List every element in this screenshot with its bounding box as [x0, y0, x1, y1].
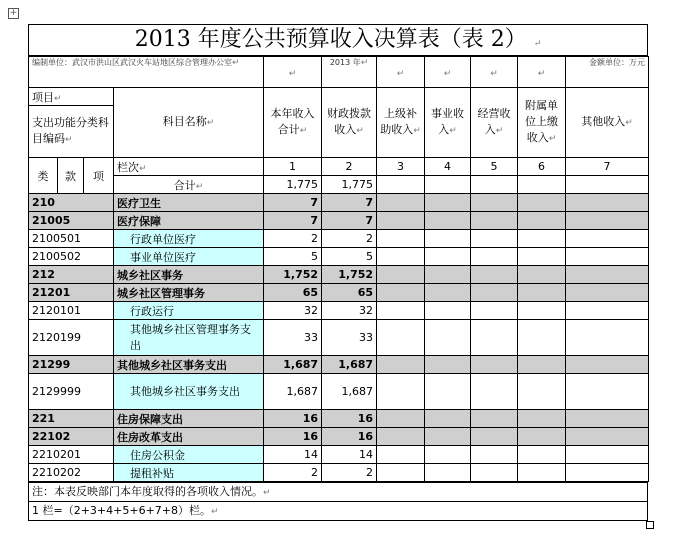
fiscal-header: 财政拨款收入↵: [322, 88, 377, 158]
row-code: 21201: [29, 284, 114, 302]
empty-cell: [566, 302, 649, 320]
empty-cell: [425, 464, 471, 482]
row-fiscal: 1,752: [322, 266, 377, 284]
empty-cell: [518, 194, 566, 212]
empty-cell: [566, 176, 649, 194]
operating-header: 经营收入↵: [471, 88, 518, 158]
table-row: [29, 302, 649, 320]
empty-cell: [471, 464, 518, 482]
row-code: 2100501: [29, 230, 114, 248]
row-total-income: 1,752: [264, 266, 322, 284]
row-total-income: 32: [264, 302, 322, 320]
empty-cell: [518, 320, 566, 356]
table-resize-handle[interactable]: [646, 521, 654, 529]
row-fiscal: 1,687: [322, 356, 377, 374]
row-fiscal: 7: [322, 194, 377, 212]
empty-cell: [471, 284, 518, 302]
total-income-header: 本年收入合计↵: [264, 88, 322, 158]
empty-cell: [377, 212, 425, 230]
empty-cell: [566, 320, 649, 356]
table-row: [29, 410, 649, 428]
empty-cell: [425, 446, 471, 464]
info-empty-cell: ↵: [377, 57, 425, 88]
note-line-1: 注：本表反映部门本年度取得的各项收入情况。↵: [28, 482, 648, 502]
table-row: [29, 230, 649, 248]
empty-cell: [425, 320, 471, 356]
empty-cell: [425, 248, 471, 266]
table-row: [29, 248, 649, 266]
row-name: 医疗保障: [114, 212, 264, 230]
table-row: [29, 320, 649, 356]
total-fiscal-value: 1,775: [322, 176, 377, 194]
amount-unit: 金额单位：万元: [566, 57, 649, 88]
row-code: 22102: [29, 428, 114, 446]
table-row: [29, 464, 649, 482]
paragraph-mark-icon: ↵: [533, 39, 542, 49]
empty-cell: [425, 176, 471, 194]
row-total-income: 1,687: [264, 374, 322, 410]
col-number: 2: [322, 158, 377, 176]
row-name: 事业单位医疗: [114, 248, 264, 266]
empty-cell: [566, 374, 649, 410]
header-row-1: [29, 88, 649, 106]
col-number: 4: [425, 158, 471, 176]
empty-cell: [377, 410, 425, 428]
table-row: [29, 212, 649, 230]
row-name: 行政单位医疗: [114, 230, 264, 248]
project-label: 项目↵: [29, 88, 114, 106]
empty-cell: [377, 320, 425, 356]
empty-cell: [471, 248, 518, 266]
empty-cell: [471, 230, 518, 248]
empty-cell: [518, 428, 566, 446]
compiling-unit: 编制单位：武汉市洪山区武汉火车站地区综合管理办公室↵: [29, 57, 264, 88]
empty-cell: [518, 464, 566, 482]
empty-cell: [471, 302, 518, 320]
other-header: 其他收入↵: [566, 88, 649, 158]
empty-cell: [425, 266, 471, 284]
empty-cell: [425, 284, 471, 302]
empty-cell: [471, 212, 518, 230]
empty-cell: [566, 356, 649, 374]
empty-cell: [566, 212, 649, 230]
lei-header: 类: [29, 158, 58, 194]
empty-cell: [518, 284, 566, 302]
empty-cell: [518, 374, 566, 410]
row-fiscal: 16: [322, 410, 377, 428]
row-total-income: 65: [264, 284, 322, 302]
empty-cell: [518, 176, 566, 194]
row-fiscal: 7: [322, 212, 377, 230]
col-number: 3: [377, 158, 425, 176]
empty-cell: [518, 266, 566, 284]
empty-cell: [425, 302, 471, 320]
row-fiscal: 2: [322, 230, 377, 248]
empty-cell: [471, 446, 518, 464]
empty-cell: [471, 194, 518, 212]
code-col-header: 支出功能分类科目编码↵: [29, 106, 114, 158]
info-empty-cell: ↵: [425, 57, 471, 88]
empty-cell: [518, 410, 566, 428]
empty-cell: [377, 428, 425, 446]
row-fiscal: 2: [322, 464, 377, 482]
budget-table: [28, 56, 649, 482]
empty-cell: [518, 356, 566, 374]
empty-cell: [425, 410, 471, 428]
table-anchor-icon[interactable]: +: [9, 8, 18, 18]
empty-cell: [566, 284, 649, 302]
row-name: 城乡社区事务: [114, 266, 264, 284]
row-code: 2210201: [29, 446, 114, 464]
empty-cell: [471, 410, 518, 428]
row-name: 城乡社区管理事务: [114, 284, 264, 302]
row-code: 2120199: [29, 320, 114, 356]
affiliated-header: 附属单位上缴收入↵: [518, 88, 566, 158]
table-row: [29, 428, 649, 446]
empty-cell: [566, 428, 649, 446]
empty-cell: [566, 194, 649, 212]
row-fiscal: 1,687: [322, 374, 377, 410]
row-name: 住房改革支出: [114, 428, 264, 446]
header-row-3: [29, 158, 649, 176]
row-name: 住房公积金: [114, 446, 264, 464]
row-name: 其他城乡社区管理事务支出: [114, 320, 264, 356]
total-income-value: 1,775: [264, 176, 322, 194]
row-code: 221: [29, 410, 114, 428]
row-total-income: 2: [264, 464, 322, 482]
row-total-income: 1,687: [264, 356, 322, 374]
empty-cell: [566, 410, 649, 428]
empty-cell: [566, 230, 649, 248]
empty-cell: [471, 176, 518, 194]
row-total-income: 7: [264, 212, 322, 230]
empty-cell: [471, 356, 518, 374]
empty-cell: [425, 356, 471, 374]
row-total-income: 16: [264, 428, 322, 446]
col-number: 6: [518, 158, 566, 176]
table-row: [29, 446, 649, 464]
row-code: 2210202: [29, 464, 114, 482]
empty-cell: [425, 230, 471, 248]
row-total-income: 14: [264, 446, 322, 464]
row-total-income: 16: [264, 410, 322, 428]
business-header: 事业收入↵: [425, 88, 471, 158]
row-code: 2129999: [29, 374, 114, 410]
empty-cell: [566, 248, 649, 266]
name-col-header: 科目名称↵: [114, 88, 264, 158]
empty-cell: [471, 374, 518, 410]
info-empty-cell: ↵: [471, 57, 518, 88]
row-name: 医疗卫生: [114, 194, 264, 212]
empty-cell: [518, 302, 566, 320]
empty-cell: [518, 230, 566, 248]
empty-cell: [377, 356, 425, 374]
total-label: 合计↵: [114, 176, 264, 194]
empty-cell: [518, 446, 566, 464]
table-row: [29, 266, 649, 284]
empty-cell: [471, 320, 518, 356]
info-empty-cell: ↵: [518, 57, 566, 88]
empty-cell: [377, 266, 425, 284]
year-label: 2013 年↵: [322, 57, 377, 88]
empty-cell: [471, 428, 518, 446]
row-total-income: 33: [264, 320, 322, 356]
row-code: 21005: [29, 212, 114, 230]
row-name: 其他城乡社区事务支出: [114, 356, 264, 374]
empty-cell: [425, 374, 471, 410]
row-fiscal: 16: [322, 428, 377, 446]
empty-cell: [425, 194, 471, 212]
row-name: 提租补贴: [114, 464, 264, 482]
empty-cell: [566, 266, 649, 284]
row-code: 212: [29, 266, 114, 284]
row-name: 其他城乡社区事务支出: [114, 374, 264, 410]
empty-cell: [566, 446, 649, 464]
empty-cell: [518, 212, 566, 230]
row-index-label: 栏次↵: [114, 158, 264, 176]
row-fiscal: 32: [322, 302, 377, 320]
row-code: 21299: [29, 356, 114, 374]
row-name: 住房保障支出: [114, 410, 264, 428]
table-row: [29, 194, 649, 212]
empty-cell: [566, 464, 649, 482]
empty-cell: [377, 302, 425, 320]
row-fiscal: 65: [322, 284, 377, 302]
empty-cell: [377, 176, 425, 194]
xiang-header: 项: [84, 158, 114, 194]
row-fiscal: 14: [322, 446, 377, 464]
col-number: 7: [566, 158, 649, 176]
table-row: [29, 374, 649, 410]
row-fiscal: 33: [322, 320, 377, 356]
empty-cell: [518, 248, 566, 266]
empty-cell: [377, 248, 425, 266]
note-line-2: 1 栏=（2+3+4+5+6+7+8）栏。↵: [28, 501, 648, 521]
row-total-income: 2: [264, 230, 322, 248]
total-row: [29, 176, 649, 194]
row-name: 行政运行: [114, 302, 264, 320]
col-number: 1: [264, 158, 322, 176]
table-row: [29, 284, 649, 302]
col-number: 5: [471, 158, 518, 176]
empty-cell: [377, 230, 425, 248]
superior-header: 上级补助收入↵: [377, 88, 425, 158]
table-row: [29, 356, 649, 374]
empty-cell: [425, 212, 471, 230]
row-total-income: 7: [264, 194, 322, 212]
info-empty-cell: ↵: [264, 57, 322, 88]
empty-cell: [377, 194, 425, 212]
empty-cell: [471, 266, 518, 284]
empty-cell: [377, 284, 425, 302]
empty-cell: [377, 464, 425, 482]
row-code: 2100502: [29, 248, 114, 266]
row-total-income: 5: [264, 248, 322, 266]
row-code: 2120101: [29, 302, 114, 320]
empty-cell: [377, 374, 425, 410]
info-row: [29, 57, 649, 88]
title-text: 2013 年度公共预算收入决算表（表 2）: [134, 27, 527, 52]
row-code: 210: [29, 194, 114, 212]
kuan-header: 款: [58, 158, 84, 194]
empty-cell: [377, 446, 425, 464]
page-title: [28, 24, 648, 56]
row-fiscal: 5: [322, 248, 377, 266]
empty-cell: [425, 428, 471, 446]
